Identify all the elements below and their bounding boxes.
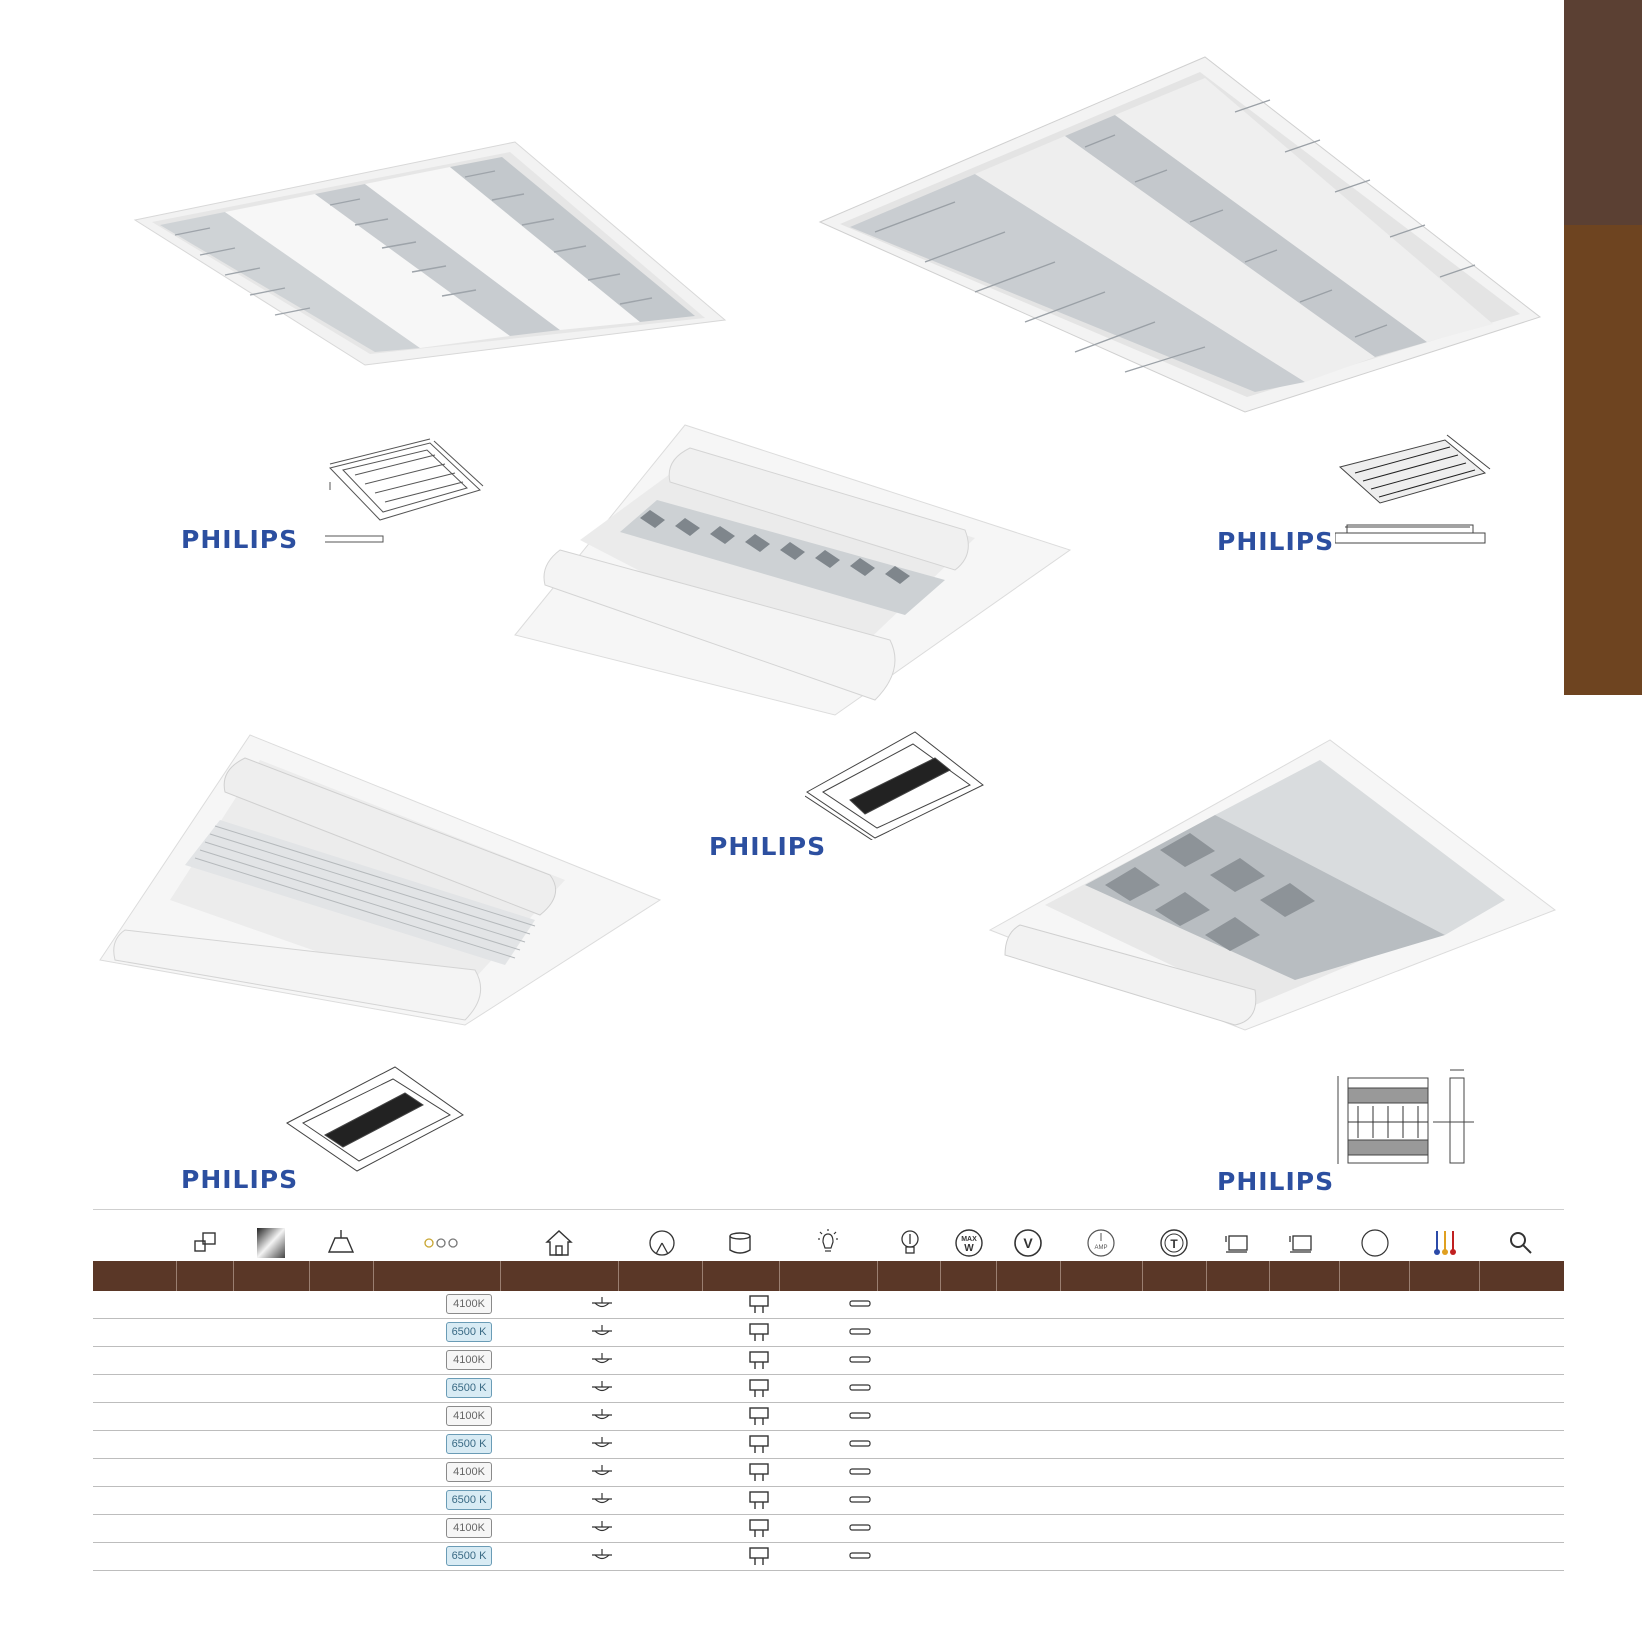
table-row: [93, 1375, 1564, 1403]
circle-icon: [1360, 1228, 1390, 1258]
ceiling-mount-icon: [591, 1351, 613, 1369]
beam-angle-icon: [647, 1228, 677, 1258]
pendant-icon: [326, 1228, 356, 1258]
indoor-icon: [544, 1228, 574, 1258]
table-header-bar: [93, 1261, 1564, 1291]
ceiling-mount-icon: [591, 1463, 613, 1481]
tube-lamp-icon: [849, 1355, 871, 1365]
spec-table-rows: [93, 1291, 1564, 1571]
svg-text:MAX: MAX: [961, 1236, 977, 1243]
tube-lamp-icon: [849, 1439, 871, 1449]
ceiling-mount-icon: [591, 1519, 613, 1537]
table-row: [93, 1543, 1564, 1571]
cct-label: 4100K: [446, 1518, 492, 1538]
brand-logo-4: PHILIPS: [181, 1165, 299, 1194]
ceiling-mount-icon: [591, 1407, 613, 1425]
color-temperature-icon: [422, 1228, 462, 1258]
voltage-icon: [1013, 1228, 1043, 1258]
bulb-icon: [895, 1228, 925, 1258]
thermometer-icon: [1430, 1228, 1460, 1258]
table-row: [93, 1431, 1564, 1459]
tube-lamp-icon: [849, 1383, 871, 1393]
socket-icon: [748, 1295, 770, 1315]
temperature-icon: [1159, 1228, 1189, 1258]
brand-logo-1: PHILIPS: [181, 525, 299, 554]
socket-icon: [748, 1463, 770, 1483]
tube-lamp-icon: [849, 1495, 871, 1505]
luminaire-photo-4: [95, 730, 665, 1030]
ceiling-mount-icon: [591, 1379, 613, 1397]
svg-text:V: V: [1023, 1235, 1033, 1251]
socket-icon: [748, 1379, 770, 1399]
search-icon: [1506, 1228, 1536, 1258]
cct-label: 4100K: [446, 1350, 492, 1370]
brand-logo-2: PHILIPS: [1217, 527, 1335, 556]
dimension-drawing-3: [805, 730, 985, 840]
socket-icon: [748, 1323, 770, 1343]
cct-label: 4100K: [446, 1462, 492, 1482]
table-row: [93, 1291, 1564, 1319]
lamp-icon: [813, 1228, 843, 1258]
table-row: [93, 1487, 1564, 1515]
side-tab-top: [1564, 0, 1642, 225]
cct-label: 6500 K: [446, 1490, 492, 1510]
side-tab-bottom: [1564, 225, 1642, 695]
socket-icon: [748, 1547, 770, 1567]
dimension-drawing-4: [285, 1065, 465, 1175]
dimension-drawing-2: [1335, 425, 1495, 560]
svg-text:AMP: AMP: [1094, 1245, 1108, 1251]
luminaire-photo-5: [985, 735, 1560, 1035]
socket-icon: [748, 1351, 770, 1371]
cct-label: 4100K: [446, 1406, 492, 1426]
cct-label: 6500 K: [446, 1546, 492, 1566]
cct-label: 6500 K: [446, 1378, 492, 1398]
brand-logo-5: PHILIPS: [1217, 1167, 1335, 1196]
luminaire-photo-1: [130, 130, 730, 375]
cct-label: 6500 K: [446, 1322, 492, 1342]
table-row: [93, 1319, 1564, 1347]
socket-icon: [748, 1491, 770, 1511]
table-row: [93, 1515, 1564, 1543]
tube-lamp-icon: [849, 1523, 871, 1533]
ceiling-mount-icon: [591, 1323, 613, 1341]
luminaire-photo-3: [505, 420, 1075, 720]
tube-lamp-icon: [849, 1467, 871, 1477]
table-row: [93, 1347, 1564, 1375]
ceiling-mount-icon: [591, 1435, 613, 1453]
finish-icon: [256, 1228, 286, 1258]
tube-lamp-icon: [849, 1551, 871, 1561]
ceiling-mount-icon: [591, 1491, 613, 1509]
cct-label: 4100K: [446, 1294, 492, 1314]
tube-lamp-icon: [849, 1299, 871, 1309]
dimensions-icon: [191, 1228, 221, 1258]
dimension-drawing-5: [1318, 1068, 1478, 1168]
table-top-rule: [93, 1209, 1564, 1210]
luminaire-photo-2: [815, 52, 1545, 417]
ceiling-mount-icon: [591, 1295, 613, 1313]
dimension-drawing-1: [325, 428, 485, 548]
table-row: [93, 1403, 1564, 1431]
tube-lamp-icon: [849, 1327, 871, 1337]
ampere-icon: [1086, 1228, 1116, 1258]
cct-label: 6500 K: [446, 1434, 492, 1454]
ceiling-mount-icon: [591, 1547, 613, 1565]
table-header-icons: [93, 1228, 1564, 1262]
table-row: [93, 1459, 1564, 1487]
socket-icon: [748, 1435, 770, 1455]
brand-logo-3: PHILIPS: [709, 832, 827, 861]
svg-text:W: W: [964, 1243, 974, 1254]
box-icon: [1222, 1228, 1252, 1258]
svg-text:T: T: [1170, 1237, 1178, 1251]
socket-icon: [748, 1407, 770, 1427]
socket-icon: [748, 1519, 770, 1539]
box-alt-icon: [1286, 1228, 1316, 1258]
tube-lamp-icon: [849, 1411, 871, 1421]
cylinder-icon: [725, 1228, 755, 1258]
max-watt-icon: [954, 1228, 984, 1258]
